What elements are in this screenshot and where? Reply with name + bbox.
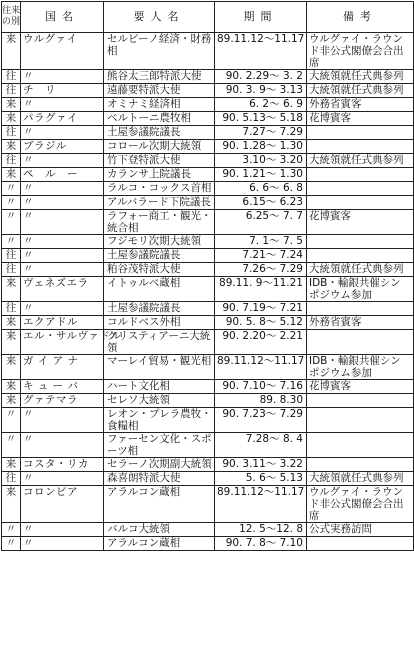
cell-type: 来 <box>2 330 21 355</box>
cell-period: 89.11.12～11.17 <box>215 355 307 380</box>
cell-type: 往 <box>2 302 21 316</box>
cell-person: 遠藤要特派大使 <box>104 84 215 98</box>
cell-country: 〃 <box>21 523 104 537</box>
cell-person: アラルコン蔵相 <box>104 486 215 523</box>
cell-country: 〃 <box>21 263 104 277</box>
table-row <box>2 277 414 302</box>
cell-note <box>307 235 414 249</box>
cell-type: 来 <box>2 394 21 408</box>
cell-country: パラグァイ <box>21 112 104 126</box>
cell-note <box>307 458 414 472</box>
cell-person: ベルトーニ農牧相 <box>104 112 215 126</box>
cell-person: イトゥルベ蔵相 <box>104 277 215 302</box>
cell-person: ラフォー商工・観光・統合相 <box>104 210 215 235</box>
cell-type: 〃 <box>2 182 21 196</box>
cell-type: 往 <box>2 126 21 140</box>
cell-note <box>307 394 414 408</box>
cell-type: 来 <box>2 98 21 112</box>
cell-note: 大統領就任式典参列 <box>307 70 414 84</box>
cell-country: キ ュ ー バ <box>21 380 104 394</box>
cell-period: 90. 3. 9～ 3.13 <box>215 84 307 98</box>
cell-country: 〃 <box>21 154 104 168</box>
table-row <box>2 98 414 112</box>
cell-period: 7.28～ 8. 4 <box>215 433 307 458</box>
cell-person: 土屋参議院議長 <box>104 302 215 316</box>
cell-period: 90. 7.19～ 7.21 <box>215 302 307 316</box>
table-row <box>2 472 414 486</box>
cell-country: ペ ル ー <box>21 168 104 182</box>
cell-country: チ リ <box>21 84 104 98</box>
cell-person: アラルコン蔵相 <box>104 537 215 551</box>
cell-period: 6. 6～ 6. 8 <box>215 182 307 196</box>
cell-note: ウルグァイ・ラウンド非公式閣僚会合出席 <box>307 33 414 70</box>
cell-type: 来 <box>2 355 21 380</box>
cell-person: 熊谷太三郎特派大使 <box>104 70 215 84</box>
cell-person: フジモリ次期大統領 <box>104 235 215 249</box>
cell-country: 〃 <box>21 210 104 235</box>
cell-note <box>307 330 414 355</box>
cell-note <box>307 537 414 551</box>
cell-period: 6. 2～ 6. 9 <box>215 98 307 112</box>
cell-note <box>307 140 414 154</box>
cell-type: 来 <box>2 140 21 154</box>
header-note: 備考 <box>307 2 414 33</box>
table-row <box>2 168 414 182</box>
cell-period: 7. 1～ 7. 5 <box>215 235 307 249</box>
table-row <box>2 235 414 249</box>
cell-period: 5. 6～ 5.13 <box>215 472 307 486</box>
cell-type: 〃 <box>2 235 21 249</box>
table-row <box>2 380 414 394</box>
cell-note <box>307 408 414 433</box>
cell-period: 90. 1.28～ 1.30 <box>215 140 307 154</box>
cell-type: 来 <box>2 458 21 472</box>
header-country: 国名 <box>21 2 104 33</box>
cell-period: 90. 7.23～ 7.29 <box>215 408 307 433</box>
table-row <box>2 126 414 140</box>
cell-person: クリスティアーニ大統領 <box>104 330 215 355</box>
cell-period: 7.27～ 7.29 <box>215 126 307 140</box>
cell-country: コロンビア <box>21 486 104 523</box>
cell-person: セラーノ次期副大統領 <box>104 458 215 472</box>
cell-type: 〃 <box>2 537 21 551</box>
cell-period: 6.15～ 6.23 <box>215 196 307 210</box>
table-row <box>2 394 414 408</box>
table-row <box>2 154 414 168</box>
cell-country: エル・サルヴァドル <box>21 330 104 355</box>
cell-period: 12. 5～12. 8 <box>215 523 307 537</box>
cell-person: セレソ大統領 <box>104 394 215 408</box>
cell-person: レオン・プレラ農牧・食糧相 <box>104 408 215 433</box>
table-row <box>2 196 414 210</box>
cell-person: カランサ上院議長 <box>104 168 215 182</box>
cell-note: 花博賓客 <box>307 210 414 235</box>
cell-person: オミナミ経済相 <box>104 98 215 112</box>
cell-note <box>307 196 414 210</box>
cell-country: ヴェネズエラ <box>21 277 104 302</box>
cell-type: 来 <box>2 380 21 394</box>
cell-country: 〃 <box>21 472 104 486</box>
table-header-row <box>2 2 414 33</box>
cell-country: グァテマラ <box>21 394 104 408</box>
cell-country: 〃 <box>21 408 104 433</box>
cell-note: 大統領就任式典参列 <box>307 263 414 277</box>
table-row <box>2 70 414 84</box>
cell-person: セルビーノ経済・財務相 <box>104 33 215 70</box>
cell-type: 往 <box>2 472 21 486</box>
cell-country: 〃 <box>21 235 104 249</box>
header-period: 期間 <box>215 2 307 33</box>
table-row <box>2 263 414 277</box>
cell-person: ファーセン文化・スポーツ相 <box>104 433 215 458</box>
cell-type: 来 <box>2 486 21 523</box>
cell-type: 来 <box>2 168 21 182</box>
cell-type: 〃 <box>2 210 21 235</box>
cell-person: 土屋参議院議長 <box>104 249 215 263</box>
table-row <box>2 433 414 458</box>
cell-country: 〃 <box>21 249 104 263</box>
cell-person: アルバラード下院議長 <box>104 196 215 210</box>
cell-person: マーレイ貿易・観光相 <box>104 355 215 380</box>
cell-person: コロール次期大統領 <box>104 140 215 154</box>
cell-person: 土屋参議院議長 <box>104 126 215 140</box>
table-row <box>2 537 414 551</box>
cell-note: 大統領就任式典参列 <box>307 84 414 98</box>
table-row <box>2 249 414 263</box>
cell-note <box>307 168 414 182</box>
table-row <box>2 302 414 316</box>
cell-person: ハート文化相 <box>104 380 215 394</box>
cell-type: 往 <box>2 84 21 98</box>
cell-note: IDB・輸銀共催シンポジウム参加 <box>307 277 414 302</box>
visits-table <box>1 1 414 551</box>
cell-type: 〃 <box>2 523 21 537</box>
cell-period: 90. 3.11～ 3.22 <box>215 458 307 472</box>
cell-type: 〃 <box>2 408 21 433</box>
cell-type: 往 <box>2 249 21 263</box>
cell-period: 7.26～ 7.29 <box>215 263 307 277</box>
cell-country: ブラジル <box>21 140 104 154</box>
cell-country: 〃 <box>21 302 104 316</box>
cell-period: 90. 2.20～ 2.21 <box>215 330 307 355</box>
cell-note: IDB・輸銀共催シンポジウム参加 <box>307 355 414 380</box>
cell-period: 90. 2.29～ 3. 2 <box>215 70 307 84</box>
cell-period: 90. 7. 8～ 7.10 <box>215 537 307 551</box>
cell-period: 89.11.12～11.17 <box>215 33 307 70</box>
table-row <box>2 330 414 355</box>
table-row <box>2 84 414 98</box>
cell-country: 〃 <box>21 196 104 210</box>
cell-country: エクアドル <box>21 316 104 330</box>
cell-period: 89.11. 9～11.21 <box>215 277 307 302</box>
table-row <box>2 523 414 537</box>
cell-person: コルドベス外相 <box>104 316 215 330</box>
header-type: 往来の別 <box>2 2 21 33</box>
cell-note <box>307 126 414 140</box>
cell-period: 90. 7.10～ 7.16 <box>215 380 307 394</box>
cell-note <box>307 182 414 196</box>
cell-country: 〃 <box>21 433 104 458</box>
cell-note: 外務省賓客 <box>307 316 414 330</box>
cell-note: 公式実務訪問 <box>307 523 414 537</box>
table-row <box>2 182 414 196</box>
cell-note: 花博賓客 <box>307 380 414 394</box>
cell-note <box>307 249 414 263</box>
cell-note: 大統領就任式典参列 <box>307 154 414 168</box>
cell-type: 往 <box>2 263 21 277</box>
table-row <box>2 112 414 126</box>
visits-table-container <box>1 1 413 657</box>
table-row <box>2 140 414 154</box>
cell-note: 花博賓客 <box>307 112 414 126</box>
table-row <box>2 458 414 472</box>
cell-period: 90. 1.21～ 1.30 <box>215 168 307 182</box>
cell-country: 〃 <box>21 126 104 140</box>
table-row <box>2 33 414 70</box>
cell-note <box>307 302 414 316</box>
table-row <box>2 408 414 433</box>
cell-period: 89. 8.30 <box>215 394 307 408</box>
cell-person: 竹下登特派大使 <box>104 154 215 168</box>
cell-type: 往 <box>2 154 21 168</box>
cell-type: 来 <box>2 316 21 330</box>
cell-person: 森喜朗特派大使 <box>104 472 215 486</box>
cell-type: 〃 <box>2 433 21 458</box>
table-row <box>2 486 414 523</box>
table-row <box>2 316 414 330</box>
cell-period: 90. 5. 8～ 5.12 <box>215 316 307 330</box>
header-person: 要人名 <box>104 2 215 33</box>
cell-country: 〃 <box>21 70 104 84</box>
cell-type: 来 <box>2 33 21 70</box>
cell-country: 〃 <box>21 537 104 551</box>
cell-type: 来 <box>2 277 21 302</box>
cell-type: 往 <box>2 70 21 84</box>
table-row <box>2 355 414 380</box>
cell-note: 大統領就任式典参列 <box>307 472 414 486</box>
cell-type: 〃 <box>2 196 21 210</box>
cell-type: 来 <box>2 112 21 126</box>
cell-country: 〃 <box>21 98 104 112</box>
cell-country: 〃 <box>21 182 104 196</box>
cell-period: 6.25～ 7. 7 <box>215 210 307 235</box>
cell-period: 7.21～ 7.24 <box>215 249 307 263</box>
cell-period: 89.11.12～11.17 <box>215 486 307 523</box>
table-row <box>2 210 414 235</box>
cell-country: ガ イ ア ナ <box>21 355 104 380</box>
cell-person: ラルコ・コックス首相 <box>104 182 215 196</box>
cell-country: ウルグァイ <box>21 33 104 70</box>
cell-country: コスタ・リカ <box>21 458 104 472</box>
cell-period: 90. 5.13～ 5.18 <box>215 112 307 126</box>
cell-period: 3.10～ 3.20 <box>215 154 307 168</box>
cell-person: バルコ大統領 <box>104 523 215 537</box>
cell-note <box>307 433 414 458</box>
cell-note: ウルグァイ・ラウンド非公式閣僚会合出席 <box>307 486 414 523</box>
cell-note: 外務省賓客 <box>307 98 414 112</box>
table-body <box>2 33 414 551</box>
cell-person: 粕谷茂特派大使 <box>104 263 215 277</box>
